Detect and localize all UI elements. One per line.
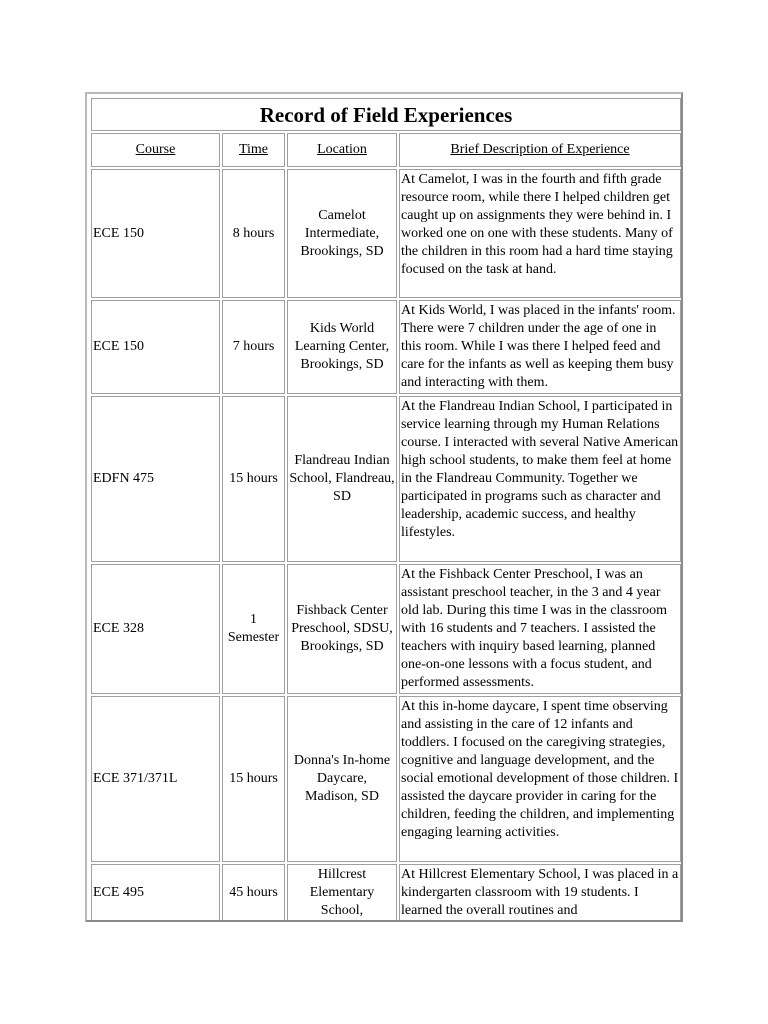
description-cell: At Kids World, I was placed in the infants' room. There were 7 children under the age of one in this room. While I was there I helped feed and care for the infants as well as keeping them busy and interacting with them. <box>399 300 681 394</box>
course-cell: ECE 371/371L <box>91 696 220 862</box>
table-title: Record of Field Experiences <box>259 102 513 127</box>
field-experiences-table <box>89 96 683 922</box>
course-cell: EDFN 475 <box>91 396 220 562</box>
table-row <box>91 396 681 562</box>
course-cell: ECE 495 <box>91 864 220 922</box>
field-experiences-table-frame <box>85 92 683 922</box>
location-cell: Fishback Center Preschool, SDSU, Brookings, SD <box>287 564 397 694</box>
table-row <box>91 169 681 298</box>
course-cell: ECE 150 <box>91 300 220 394</box>
description-cell: At the Fishback Center Preschool, I was an assistant preschool teacher, in the 3 and 4 year old lab. During this time I was in the classroom with 16 students and 7 teachers. I assisted the teachers with inquiry based learning, planned one-on-one lessons with a focus student, and performed assessments. <box>399 564 681 694</box>
description-cell: At Hillcrest Elementary School, I was placed in a kindergarten classroom with 19 students. I learned the overall routines and <box>399 864 681 922</box>
table-title-cell <box>91 98 681 131</box>
description-cell: At Camelot, I was in the fourth and fifth grade resource room, while there I helped children get caught up on assignments they were behind in. I worked one on one with these students. Many of the children in this room had a hard time staying focused on the task at hand. <box>399 169 681 298</box>
table-row <box>91 696 681 862</box>
time-cell: 7 hours <box>222 300 285 394</box>
table-row <box>91 864 681 922</box>
location-cell: Flandreau Indian School, Flandreau, SD <box>287 396 397 562</box>
time-cell: 15 hours <box>222 396 285 562</box>
time-cell: 1 Semester <box>222 564 285 694</box>
description-cell: At this in-home daycare, I spent time observing and assisting in the care of 12 infants and toddlers. I focused on the caregiving strategies, cognitive and language development, and the social emotional development of those children. I assisted the daycare provider in caring for the children, feeding the children, and implementing engaging learning activities. <box>399 696 681 862</box>
course-cell: ECE 150 <box>91 169 220 298</box>
time-cell: 8 hours <box>222 169 285 298</box>
header-location: Location <box>287 133 397 167</box>
location-cell: Kids World Learning Center, Brookings, SD <box>287 300 397 394</box>
table-row <box>91 300 681 394</box>
time-cell: 15 hours <box>222 696 285 862</box>
course-cell: ECE 328 <box>91 564 220 694</box>
header-time: Time <box>222 133 285 167</box>
header-course: Course <box>91 133 220 167</box>
location-cell: Hillcrest Elementary School, <box>287 864 397 922</box>
description-cell: At the Flandreau Indian School, I participated in service learning through my Human Relations course. I interacted with several Native American high school students, to make them feel at home in the Flandreau Community. Together we participated in programs such as character and leadership, academic success, and healthy lifestyles. <box>399 396 681 562</box>
table-row <box>91 564 681 694</box>
header-description: Brief Description of Experience <box>399 133 681 167</box>
header-row <box>91 133 681 167</box>
title-row <box>91 98 681 131</box>
location-cell: Camelot Intermediate, Brookings, SD <box>287 169 397 298</box>
time-cell: 45 hours <box>222 864 285 922</box>
location-cell: Donna's In-home Daycare, Madison, SD <box>287 696 397 862</box>
